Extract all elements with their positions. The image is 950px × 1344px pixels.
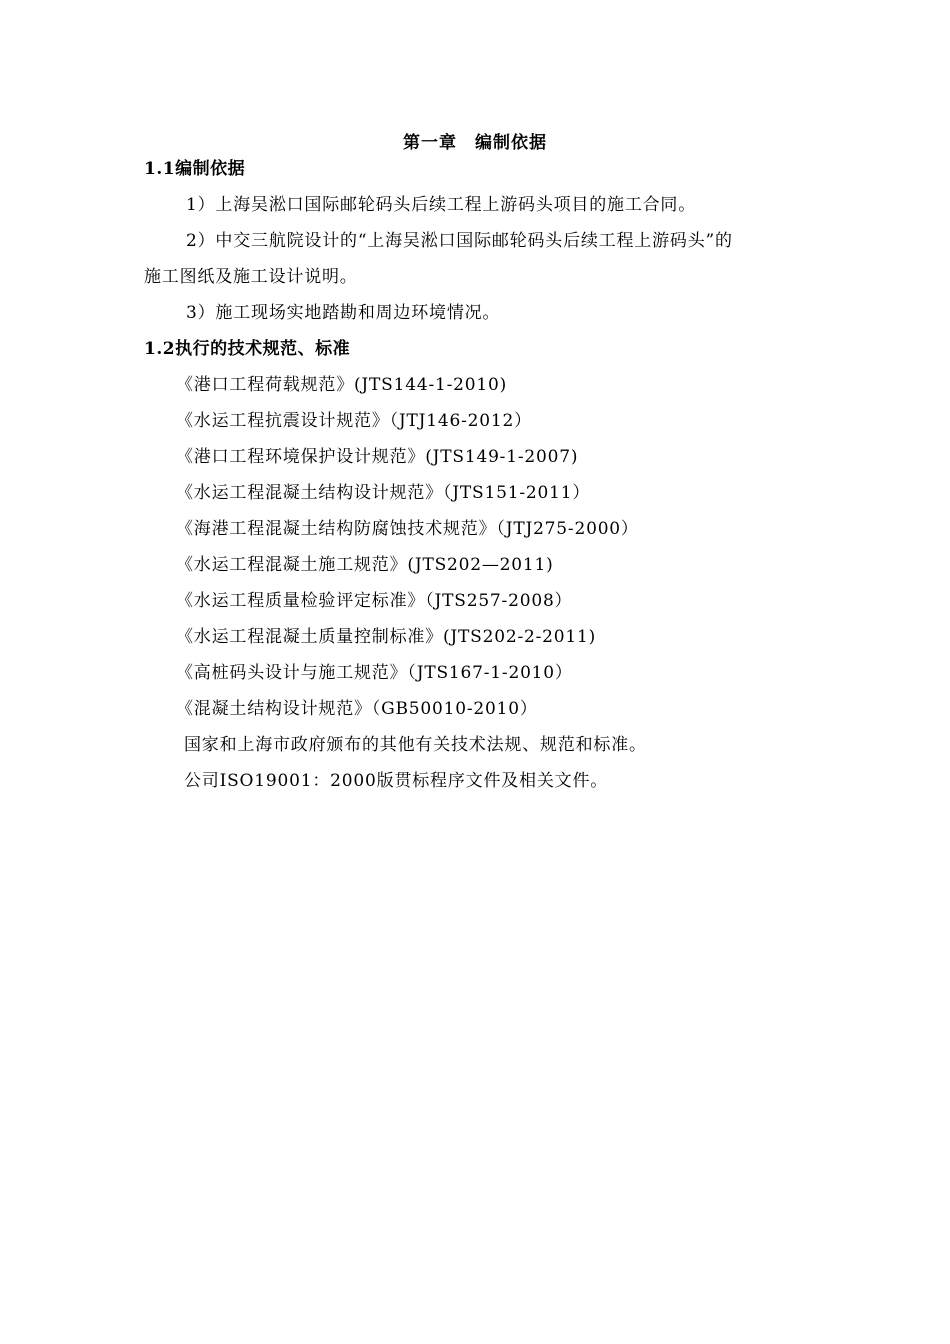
standard-item: 《海港工程混凝土结构防腐蚀技术规范》（JTJ275-2000）: [176, 519, 639, 539]
section-heading-1-1: 1.1编制依据: [144, 159, 246, 179]
company-iso-note: 公司ISO19001：2000版贯标程序文件及相关文件。: [184, 771, 609, 791]
standard-item: 《水运工程混凝土施工规范》(JTS202—2011): [176, 555, 554, 575]
standard-item: 《水运工程混凝土质量控制标准》(JTS202-2-2011): [176, 627, 597, 647]
basis-item-2: 2）中交三航院设计的“上海吴淞口国际邮轮码头后续工程上游码头”的: [186, 231, 733, 251]
basis-item-3: 3）施工现场实地踏勘和周边环境情况。: [186, 303, 501, 323]
standard-item: 《混凝土结构设计规范》（GB50010-2010）: [176, 699, 538, 719]
basis-item-1: 1）上海吴淞口国际邮轮码头后续工程上游码头项目的施工合同。: [186, 195, 697, 215]
standard-item: 《水运工程混凝土结构设计规范》（JTS151-2011）: [176, 483, 591, 503]
standard-item: 《水运工程质量检验评定标准》（JTS257-2008）: [176, 591, 573, 611]
section-heading-1-2: 1.2执行的技术规范、标准: [144, 339, 351, 359]
chapter-title: 第一章 编制依据: [403, 133, 547, 153]
standard-item: 《高桩码头设计与施工规范》（JTS167-1-2010）: [176, 663, 573, 683]
regulations-note: 国家和上海市政府颁布的其他有关技术法规、规范和标准。: [184, 735, 647, 755]
standard-item: 《港口工程环境保护设计规范》(JTS149-1-2007): [176, 447, 579, 467]
standard-item: 《水运工程抗震设计规范》（JTJ146-2012）: [176, 411, 532, 431]
standard-item: 《港口工程荷载规范》(JTS144-1-2010): [176, 375, 508, 395]
basis-item-2-continued: 施工图纸及施工设计说明。: [144, 267, 358, 287]
